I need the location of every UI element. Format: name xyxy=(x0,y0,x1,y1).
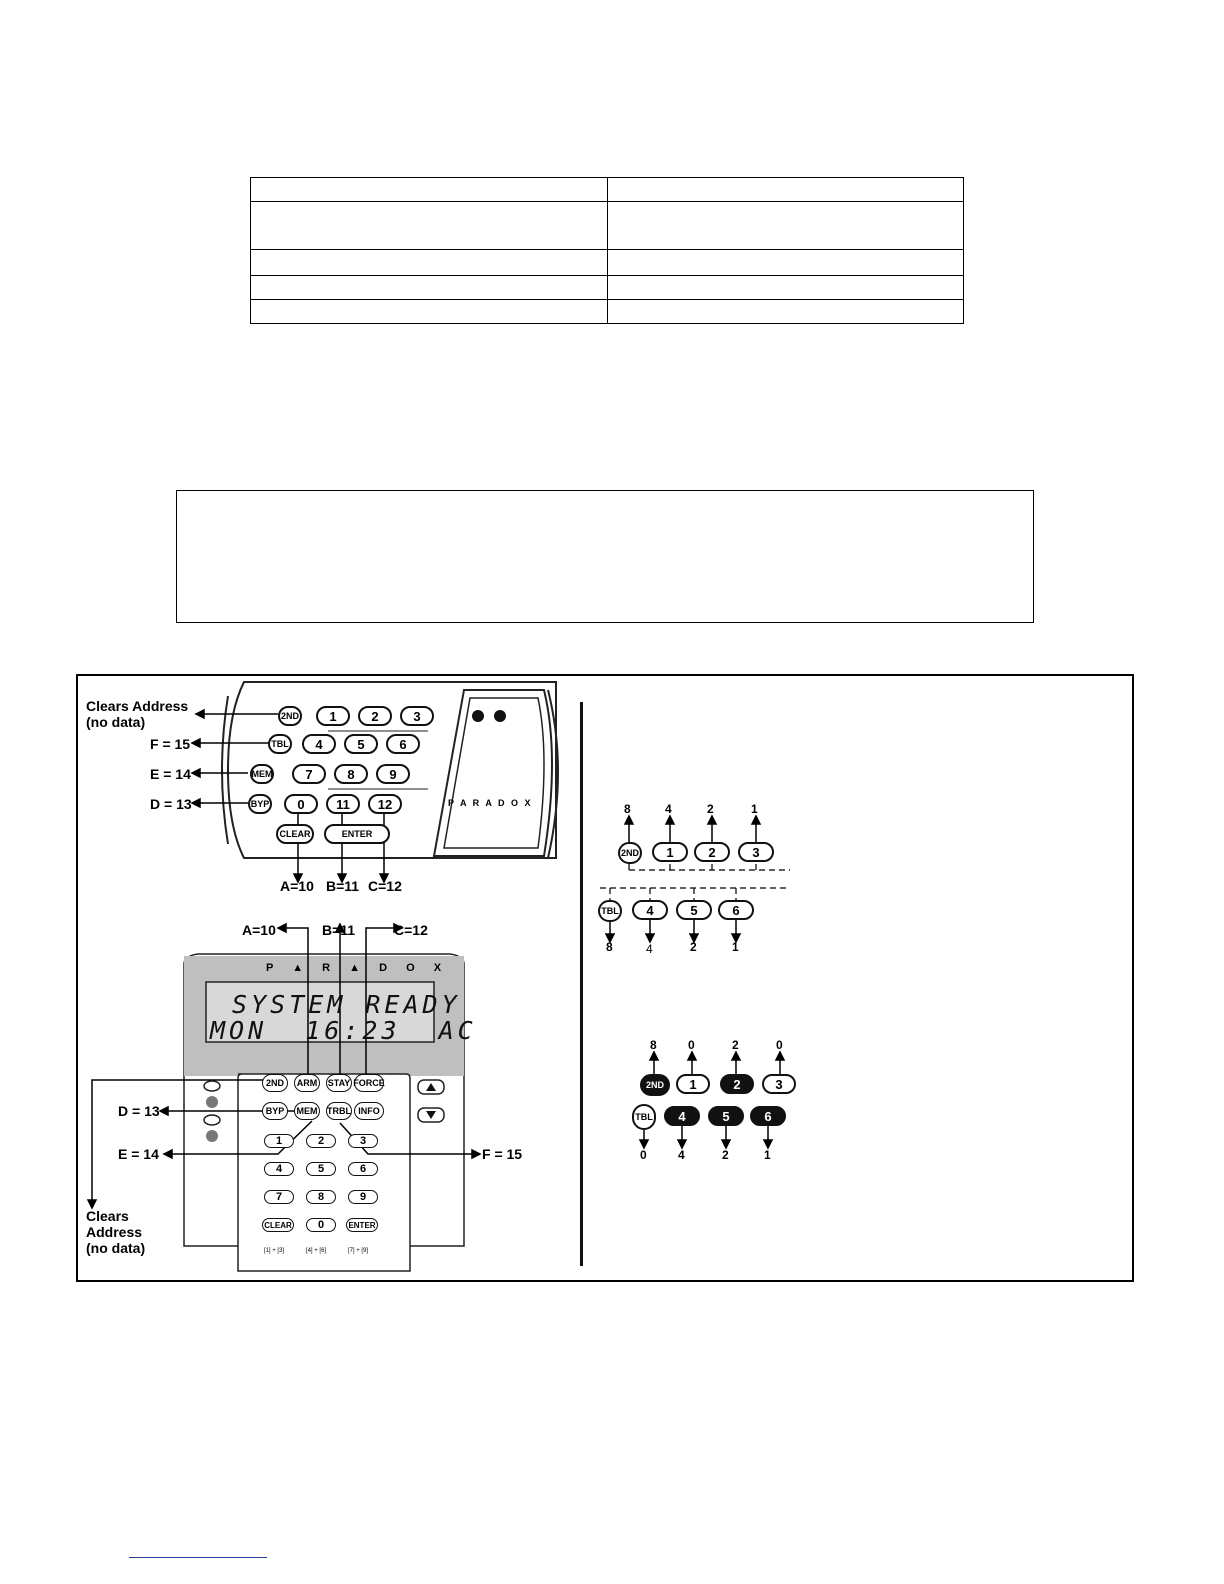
lcd-key-8[interactable]: 8 xyxy=(306,1190,336,1204)
keypad-figure xyxy=(76,674,1134,1282)
key-7[interactable]: 7 xyxy=(292,764,326,784)
table-row xyxy=(251,178,964,202)
lcd-no-data-label: (no data) xyxy=(86,1240,146,1256)
lcd-clears-label: Clears xyxy=(86,1208,129,1224)
clears-address-label: Clears Address xyxy=(86,698,189,714)
example-diagram-arrows xyxy=(634,1042,814,1162)
example-diagram xyxy=(634,1038,814,1162)
note-box xyxy=(176,490,1034,623)
key-enter[interactable]: ENTER xyxy=(324,824,390,844)
ex-key-1[interactable]: 1 xyxy=(676,1074,710,1094)
lcd-keypad xyxy=(78,916,578,1282)
key-11-stay[interactable]: 11 xyxy=(326,794,360,814)
bin-top-value-3: 2 xyxy=(707,802,714,816)
bin-key-6[interactable]: 6 xyxy=(718,900,754,920)
f-15-label: F = 15 xyxy=(150,736,191,752)
lcd-key-6[interactable]: 6 xyxy=(348,1162,378,1176)
table-row xyxy=(251,276,964,300)
bin-key-tbl[interactable]: TBL xyxy=(598,900,622,922)
bin-key-1[interactable]: 1 xyxy=(652,842,688,862)
ex-top-value-2: 0 xyxy=(688,1038,695,1052)
b-11-label: B=11 xyxy=(326,878,360,894)
lcd-key-stay[interactable]: STAY xyxy=(326,1074,352,1092)
led-keypad xyxy=(78,676,578,906)
key-8[interactable]: 8 xyxy=(334,764,368,784)
zone-label-2: [4] + [6] xyxy=(305,1248,327,1254)
key-clear[interactable]: CLEAR xyxy=(276,824,314,844)
key-2[interactable]: 2 xyxy=(358,706,392,726)
bin-bottom-value-1: 8 xyxy=(606,940,613,954)
ex-top-value-3: 2 xyxy=(732,1038,739,1052)
lcd-key-trbl[interactable]: TRBL xyxy=(326,1102,352,1120)
bin-key-2nd[interactable]: 2ND xyxy=(618,842,642,864)
paradox-lcd-logo: P ▲ R ▲ D O X xyxy=(266,962,450,974)
bin-key-2[interactable]: 2 xyxy=(694,842,730,862)
key-6[interactable]: 6 xyxy=(386,734,420,754)
ex-key-6[interactable]: 6 xyxy=(750,1106,786,1126)
ex-bottom-value-3: 2 xyxy=(722,1148,729,1162)
ex-key-tbl[interactable]: TBL xyxy=(632,1104,656,1130)
key-4[interactable]: 4 xyxy=(302,734,336,754)
lcd-key-force[interactable]: FORCE xyxy=(354,1074,384,1092)
ex-key-5[interactable]: 5 xyxy=(708,1106,744,1126)
ex-top-value-1: 8 xyxy=(650,1038,657,1052)
lcd-e-14-label: E = 14 xyxy=(118,1146,159,1162)
lcd-key-4[interactable]: 4 xyxy=(264,1162,294,1176)
key-5[interactable]: 5 xyxy=(344,734,378,754)
c-12-label: C=12 xyxy=(368,878,402,894)
bin-top-value-4: 1 xyxy=(751,802,758,816)
lcd-key-9[interactable]: 9 xyxy=(348,1190,378,1204)
key-2nd[interactable]: 2ND xyxy=(278,706,302,726)
zone-label-1: [1] + [3] xyxy=(263,1248,285,1254)
ex-bottom-value-2: 4 xyxy=(678,1148,685,1162)
table-row xyxy=(251,202,964,250)
lcd-key-byp[interactable]: BYP xyxy=(262,1102,288,1120)
lcd-address-label: Address xyxy=(86,1224,143,1240)
ex-key-2nd[interactable]: 2ND xyxy=(640,1074,670,1096)
table-row xyxy=(251,300,964,324)
footnote-rule xyxy=(129,1557,267,1558)
a-10-label: A=10 xyxy=(280,878,314,894)
bin-bottom-value-4: 1 xyxy=(732,940,739,954)
key-0[interactable]: 0 xyxy=(284,794,318,814)
d-13-label: D = 13 xyxy=(150,796,192,812)
bin-bottom-value-2: 4 xyxy=(646,942,653,956)
lcd-b-11-label: B=11 xyxy=(322,922,356,938)
lcd-f-15-label: F = 15 xyxy=(482,1146,523,1162)
bin-key-3[interactable]: 3 xyxy=(738,842,774,862)
lcd-line-2: MON 16:23 AC xyxy=(210,1016,477,1045)
key-12-away[interactable]: 12 xyxy=(368,794,402,814)
lcd-key-enter[interactable]: ENTER xyxy=(346,1218,378,1232)
lcd-key-mem[interactable]: MEM xyxy=(294,1102,320,1120)
lcd-c-12-label: C=12 xyxy=(394,922,428,938)
key-9[interactable]: 9 xyxy=(376,764,410,784)
binary-diagram-lines xyxy=(594,806,794,956)
key-mem[interactable]: MEM xyxy=(250,764,274,784)
bin-bottom-value-3: 2 xyxy=(690,940,697,954)
paradox-logo: P A R A D O X xyxy=(448,798,533,808)
key-byp[interactable]: BYP xyxy=(248,794,272,814)
table-row xyxy=(251,250,964,276)
lcd-key-info[interactable]: INFO xyxy=(354,1102,384,1120)
lcd-a-10-label: A=10 xyxy=(242,922,276,938)
no-data-label: (no data) xyxy=(86,714,146,730)
lcd-key-2nd[interactable]: 2ND xyxy=(262,1074,288,1092)
e-14-label: E = 14 xyxy=(150,766,191,782)
lcd-key-clear[interactable]: CLEAR xyxy=(262,1218,294,1232)
ex-key-2[interactable]: 2 xyxy=(720,1074,754,1094)
zone-label-3: [7] + [9] xyxy=(347,1248,369,1254)
lcd-key-2[interactable]: 2 xyxy=(306,1134,336,1148)
empty-table xyxy=(250,177,964,324)
ex-top-value-4: 0 xyxy=(776,1038,783,1052)
lcd-key-0[interactable]: 0 xyxy=(306,1218,336,1232)
lcd-key-1[interactable]: 1 xyxy=(264,1134,294,1148)
ex-key-4[interactable]: 4 xyxy=(664,1106,700,1126)
ex-bottom-value-4: 1 xyxy=(764,1148,771,1162)
lcd-line-1: SYSTEM READY xyxy=(232,990,461,1019)
lcd-key-arm[interactable]: ARM xyxy=(294,1074,320,1092)
ex-bottom-value-1: 0 xyxy=(640,1148,647,1162)
lcd-d-13-label: D = 13 xyxy=(118,1103,160,1119)
lcd-key-7[interactable]: 7 xyxy=(264,1190,294,1204)
lcd-key-5[interactable]: 5 xyxy=(306,1162,336,1176)
ex-key-3[interactable]: 3 xyxy=(762,1074,796,1094)
key-1[interactable]: 1 xyxy=(316,706,350,726)
figure-divider xyxy=(580,702,583,1266)
binary-diagram xyxy=(594,802,794,956)
lcd-key-3[interactable]: 3 xyxy=(348,1134,378,1148)
bin-top-value-1: 8 xyxy=(624,802,631,816)
bin-top-value-2: 4 xyxy=(665,802,672,816)
bin-key-5[interactable]: 5 xyxy=(676,900,712,920)
bin-key-4[interactable]: 4 xyxy=(632,900,668,920)
key-tbl[interactable]: TBL xyxy=(268,734,292,754)
key-3[interactable]: 3 xyxy=(400,706,434,726)
